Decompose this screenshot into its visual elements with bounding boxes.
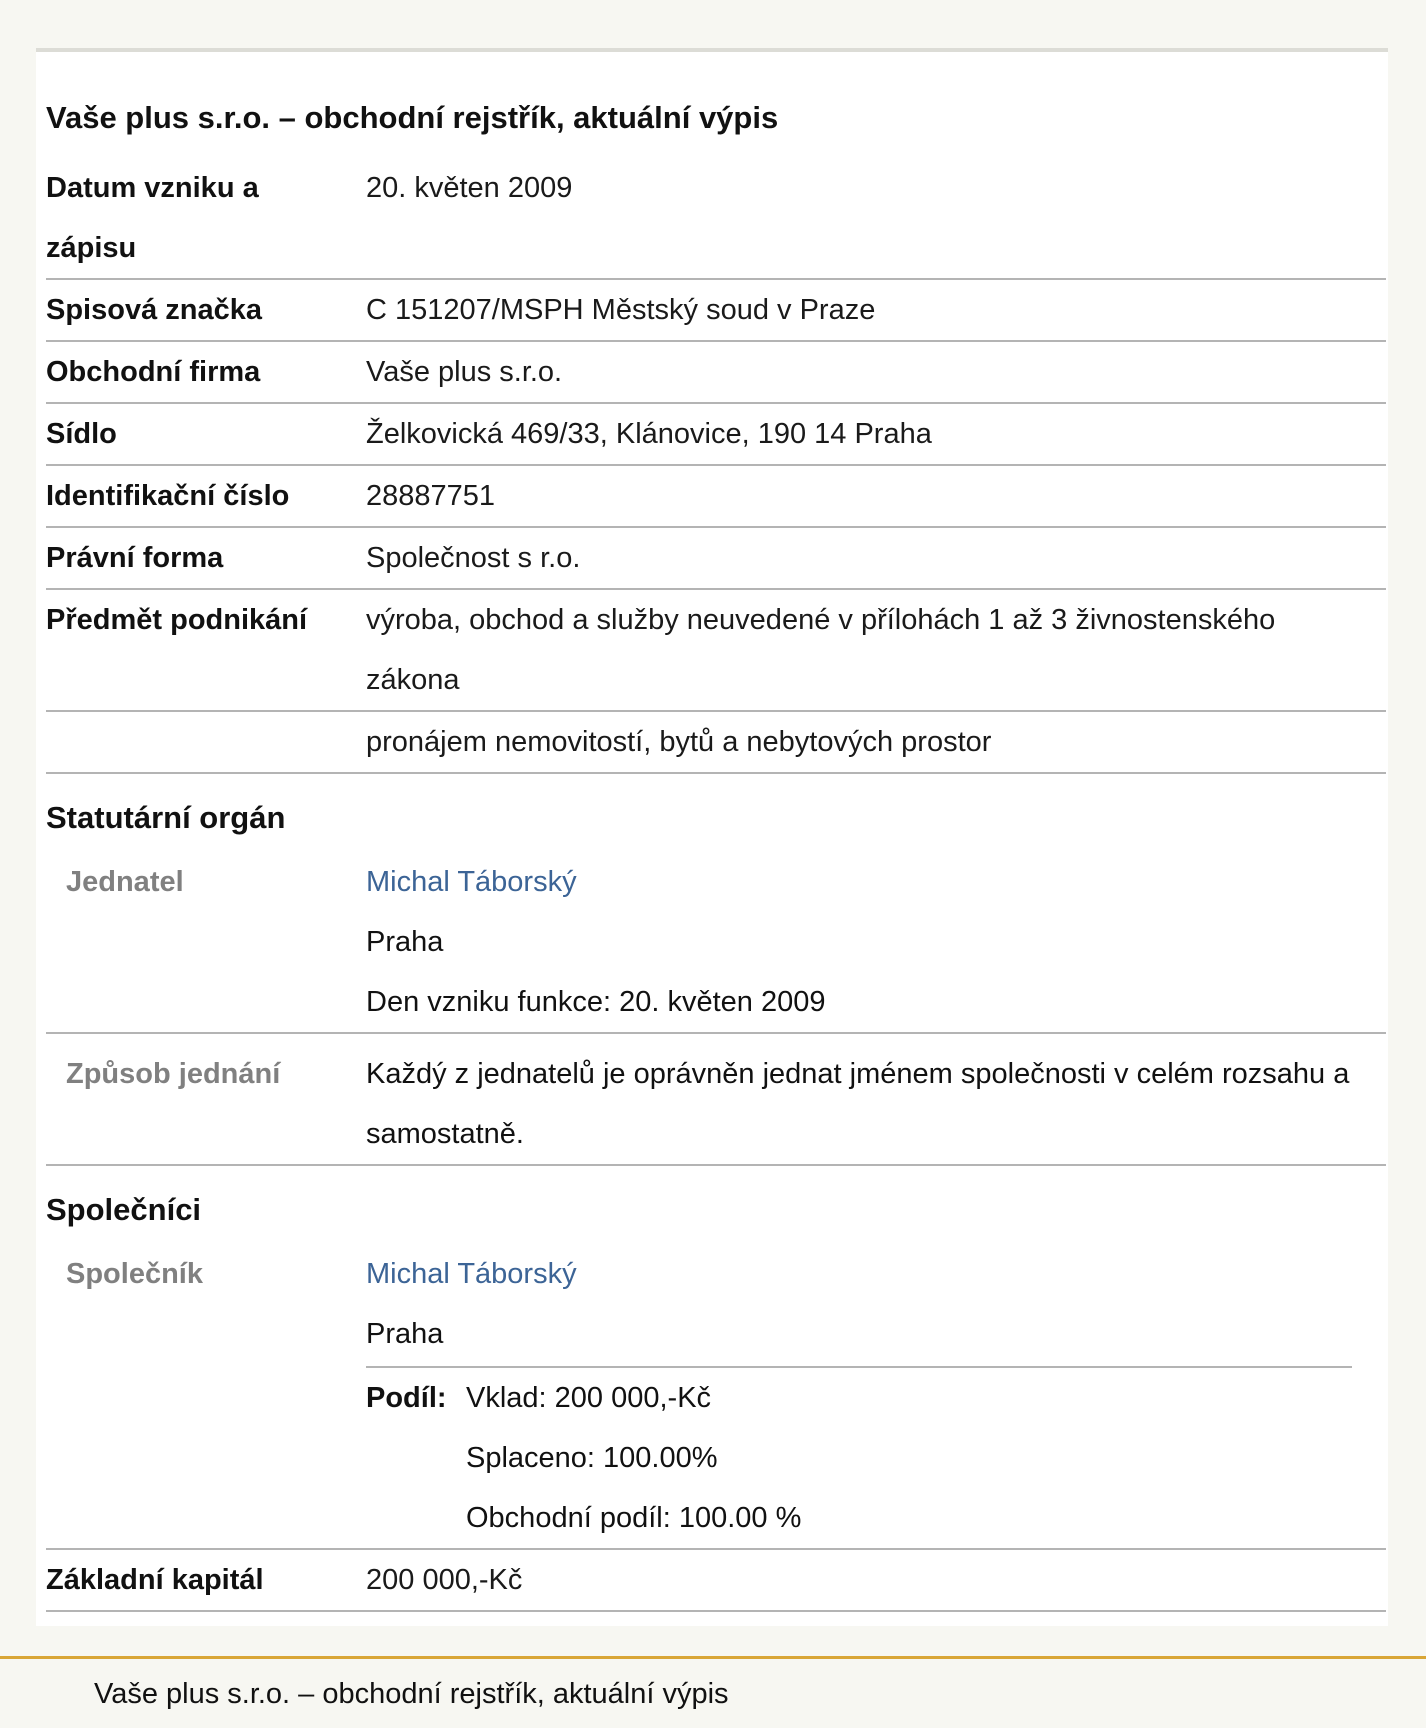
row-sidlo: [46, 404, 1386, 466]
function-start: Den vzniku funkce: 20. květen 2009: [366, 986, 826, 1018]
footer-text: Vaše plus s.r.o. – obchodní rejstřík, aktuální výpis: [94, 1678, 729, 1710]
row-label: Identifikační číslo: [46, 480, 290, 512]
section-title-spolecnici: Společníci: [46, 1192, 202, 1227]
row-value: výroba, obchod a služby neuvedené v přílohách 1 až 3 živnostenského zákona: [366, 604, 1276, 696]
person-city: Praha: [366, 1318, 444, 1350]
row-obchodni-firma: [46, 342, 1386, 404]
footer-divider: [0, 1656, 1426, 1659]
sub-row-jednatel: [46, 852, 1386, 1034]
podil-obchodni: Obchodní podíl: 100.00 %: [466, 1502, 802, 1534]
row-value: Želkovická 469/33, Klánovice, 190 14 Praha: [366, 418, 932, 450]
row-value: 28887751: [366, 480, 496, 512]
row-pravni-forma: [46, 528, 1386, 590]
podil-box: [366, 1366, 1352, 1548]
sub-label: Způsob jednání: [66, 1058, 281, 1090]
row-spisova-znacka: [46, 280, 1386, 342]
row-value: pronájem nemovitostí, bytů a nebytových prostor: [366, 726, 992, 758]
sub-value: [366, 1244, 1386, 1548]
podil-details: [466, 1368, 801, 1548]
sub-row-zpusob-jednani: [46, 1034, 1386, 1166]
row-predmet-podnikani-2: [46, 712, 1386, 774]
row-label: Datum vzniku a zápisu: [46, 172, 259, 264]
sub-label: Jednatel: [66, 866, 184, 898]
sub-value: [366, 852, 1386, 1032]
row-zakladni-kapital: [46, 1550, 1386, 1612]
row-label-empty: [46, 712, 366, 772]
podil-splaceno: Splaceno: 100.00%: [466, 1442, 718, 1474]
row-label: Sídlo: [46, 418, 117, 450]
sub-label: Společník: [66, 1258, 203, 1290]
row-value: Společnost s r.o.: [366, 542, 581, 574]
row-label: Obchodní firma: [46, 356, 261, 388]
row-value: 20. květen 2009: [366, 172, 573, 204]
row-label: Právní forma: [46, 542, 224, 574]
podil-vklad: Vklad: 200 000,-Kč: [466, 1382, 712, 1414]
row-label: Základní kapitál: [46, 1564, 264, 1596]
row-label: Spisová značka: [46, 294, 262, 326]
row-identifikacni-cislo: [46, 466, 1386, 528]
row-label: Předmět podnikání: [46, 604, 308, 636]
register-extract-card: [36, 48, 1388, 1626]
row-value: C 151207/MSPH Městský soud v Praze: [366, 294, 876, 326]
sub-value: Každý z jednatelů je oprávněn jednat jménem společnosti v celém rozsahu a samostatně.: [366, 1058, 1350, 1150]
row-predmet-podnikani: [46, 590, 1386, 712]
page-title: Vaše plus s.r.o. – obchodní rejstřík, aktuální výpis: [46, 100, 779, 135]
row-value: Vaše plus s.r.o.: [366, 356, 563, 388]
section-title-statutarni-organ: Statutární orgán: [46, 800, 286, 835]
sub-row-spolecnik: [46, 1244, 1386, 1550]
row-value: 200 000,-Kč: [366, 1564, 523, 1596]
row-datum-vzniku: [46, 158, 1386, 280]
person-link-jednatel[interactable]: Michal Táborský: [366, 866, 577, 898]
person-city: Praha: [366, 926, 444, 958]
podil-label: Podíl:: [366, 1382, 447, 1414]
person-link-spolecnik[interactable]: Michal Táborský: [366, 1258, 577, 1290]
register-extract-content: [46, 52, 1388, 1612]
